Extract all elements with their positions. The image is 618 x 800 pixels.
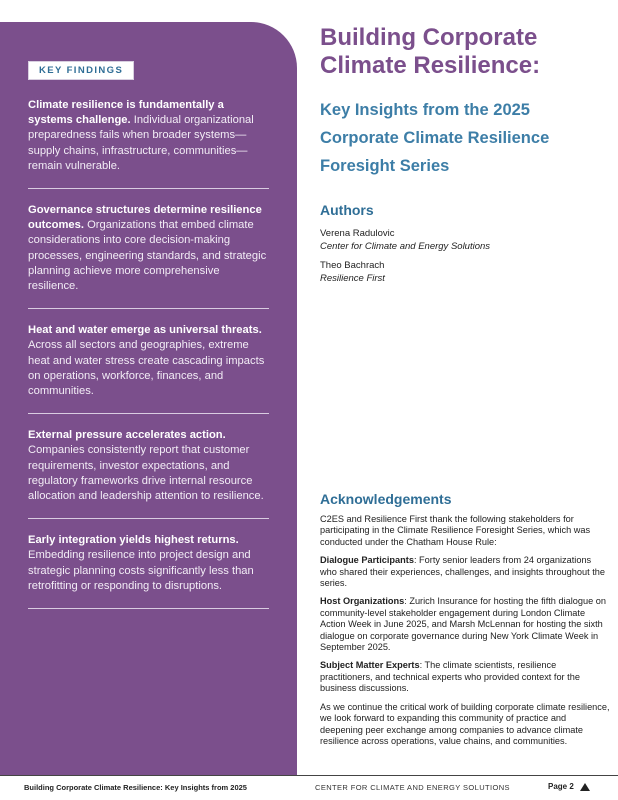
key-findings-badge: KEY FINDINGS [28,61,134,80]
author-name: Verena Radulovic [320,228,395,239]
findings-list [28,98,269,609]
ack-closing: As we continue the critical work of building corporate climate resilience, we look forward to expanding this community of practice and deepening peer exchange among companies to advance climate resilience across operations, value chains, and communities. [320,701,610,746]
finding-body: Individual organizational preparedness fails when broader systems—supply chains, infrastructure, communities—remain vulnerable. [28,114,254,172]
ack-dialogue-participants [320,555,610,589]
finding-item [28,428,269,519]
page-footer [0,775,618,800]
author-entry [320,260,605,285]
finding-item [28,98,269,189]
finding-heading: Climate resilience is fundamentally a systems challenge. [28,99,224,127]
page-title: Building Corporate Climate Resilience: [320,24,541,79]
footer-report-title: Building Corporate Climate Resilience: Key Insights from 2025 [24,783,247,792]
ack-host-organizations [320,596,610,653]
ack-text: : The climate scientists, resilience practitioners, and technical experts who provided context for the business discussions. [320,660,580,694]
footer-organization: CENTER FOR CLIMATE AND ENERGY SOLUTIONS [315,783,510,792]
finding-body: Across all sectors and geographies, extreme heat and water stress create cascading impacts on operations, workforce, finances, and communities. [28,339,265,398]
acknowledgements-heading: Acknowledgements [320,491,452,507]
finding-item [28,203,269,309]
finding-body: Embedding resilience into project design and strategic planning costs significantly less than retrofitting or responding to disruptions. [28,549,254,592]
finding-heading: Early integration yields highest returns. [28,534,239,547]
ack-intro: C2ES and Resilience First thank the following stakeholders for participating in the Climate Resilience Foresight Series, which was conducted under the Chatham House Rule: [320,514,591,547]
key-findings-sidebar [0,22,297,775]
authors-heading: Authors [320,202,374,218]
finding-item [28,533,269,609]
author-name: Theo Bachrach [320,260,385,271]
ack-text: : Zurich Insurance for hosting the fifth dialogue on community-level stakeholder engagement during London Climate Action Week in June 2025, and Marsh McLennan for hosting the sixth dialogue on corporate governance during New York Climate Week in September 2025. [320,596,606,653]
ack-label: Host Organizations [320,596,405,607]
finding-body: Organizations that embed climate considerations into core decision-making processes, engineering standards, and strategic planning achieve more comprehensive resilience. [28,219,267,293]
author-organization: Resilience First [320,272,385,284]
ack-text: : Forty senior leaders from 24 organizations who shared their experiences, challenges, and insights throughout the series. [320,555,605,589]
finding-heading: External pressure accelerates action. [28,429,226,442]
finding-heading: Heat and water emerge as universal threats. [28,324,262,337]
finding-body: Companies consistently report that customer requirements, investor expectations, and regulatory frameworks drive internal resource allocation and leadership attention to resilience. [28,444,264,503]
finding-heading: Governance structures determine resilience outcomes. [28,204,262,232]
page-number: Page 2 [548,782,574,791]
ack-subject-matter-experts [320,660,610,694]
author-entry [320,228,605,253]
finding-item [28,323,269,414]
acknowledgements-section [320,491,610,747]
ack-label: Subject Matter Experts [320,660,420,671]
ack-label: Dialogue Participants [320,555,414,566]
author-organization: Center for Climate and Energy Solutions [320,240,491,252]
page-subtitle: Key Insights from the 2025 Corporate Climate Resilience Foresight Series [320,101,550,175]
back-to-top-triangle-icon[interactable] [580,783,590,791]
main-column [320,24,605,285]
